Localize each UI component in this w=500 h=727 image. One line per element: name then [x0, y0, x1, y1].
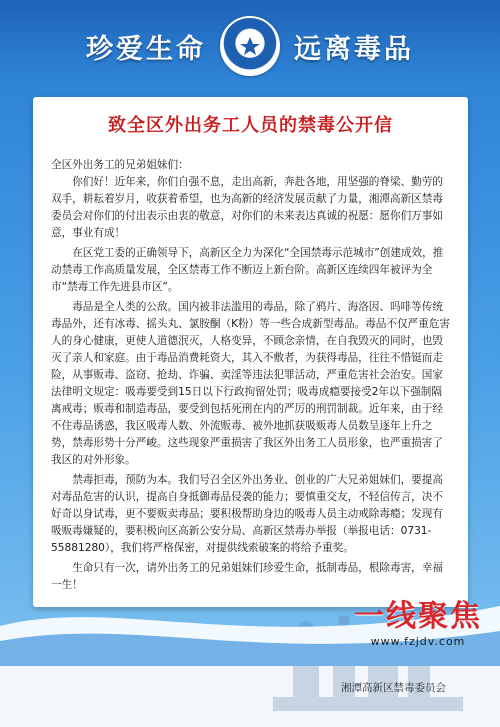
letter-paragraph-achievements: 在区党工委的正确领导下，高新区全力为深化“全国禁毒示范城市”创建成效，推动禁毒工作高质量发展，全区禁毒工作不断迈上新台阶。高新区连续四年被评为全市“禁毒工作先进县市区”。	[51, 247, 444, 293]
letter-body	[51, 157, 451, 597]
header-left-slogan: 珍爱生命	[86, 33, 206, 65]
letter-title: 致全区外出务工人员的禁毒公开信	[108, 115, 393, 136]
header-right-slogan: 远离毒品	[294, 33, 414, 65]
letter-paragraph-closing: 生命只有一次，请外出务工的兄弟姐妹们珍爱生命，抵制毒品，根除毒害，幸福一生！	[51, 562, 443, 591]
watermark-title: 一线聚焦	[354, 599, 482, 634]
watermark-url: www.fzjdv.com	[370, 635, 466, 648]
poster-header	[0, 0, 500, 92]
letter-paragraph-call-to-action: 禁毒拒毒，预防为本。我们号召全区外出务业、创业的广大兄弟姐妹们，要提高对毒品危害的认识，提高自身抵御毒品侵袭的能力；要慎重交友，不轻信传言，决不好奇以身试毒，更不要贩卖毒品；要积极帮助身边的吸毒人员主动戒除毒瘾；发现有吸贩毒嫌疑的，要积极向区高新公安分局、高新区禁毒办举报（举报电话：0731-55881280），我们将严格保密，对提供线索破案的将给予重奖。	[51, 474, 443, 554]
letter-salutation: 全区外出务工的兄弟姐妹们：	[51, 159, 189, 171]
letter-signature: 湘潭高新区禁毒委员会	[341, 682, 446, 694]
anti-drug-emblem-icon	[220, 16, 280, 76]
letter-paragraph-drug-harms: 毒品是全人类的公敌。国内被非法滥用的毒品，除了鸦片、海洛因、吗啡等传统毒品外，还有冰毒、摇头丸、氯胺酮（K粉）等一些合成新型毒品。毒品不仅严重危害人的身心健康，更使人道德泯灭，人格变异，不顾念亲情，在自我毁灭的同时，也毁灭了亲人和家庭。由于毒品消费耗资大，其入不敷者，为获得毒品，往往不惜铤而走险，从事贩毒、盗窃、抢劫、诈骗、卖淫等违法犯罪活动，严重危害社会治安。国家法律明文规定：吸毒要受到15日以下行政拘留处罚；吸毒成瘾要接受2年以下强制隔离戒毒；贩毒和制造毒品，要受到包括死刑在内的严厉的刑罚制裁。近年来，由于经不住毒品诱惑，我区吸毒人数、外流贩毒、被外地抓获吸贩毒人员数呈逐年上升之势，禁毒形势十分严峻。这些现象严重损害了我区外出务工人员形象，也严重损害了我区的对外形象。	[51, 301, 450, 466]
site-watermark	[354, 591, 482, 648]
letter-paragraph-greeting: 你们好！近年来，你们自强不息，走出高新，奔赴各地，用坚强的脊梁、勤劳的双手，耕耘着岁月，收获着希望，也为高新的经济发展贡献了力量，湘潭高新区禁毒委员会对你们的付出表示由衷的敬意，对你们的未来表达真诚的祝愿：愿你们万事如意，事业有成！	[51, 176, 443, 239]
